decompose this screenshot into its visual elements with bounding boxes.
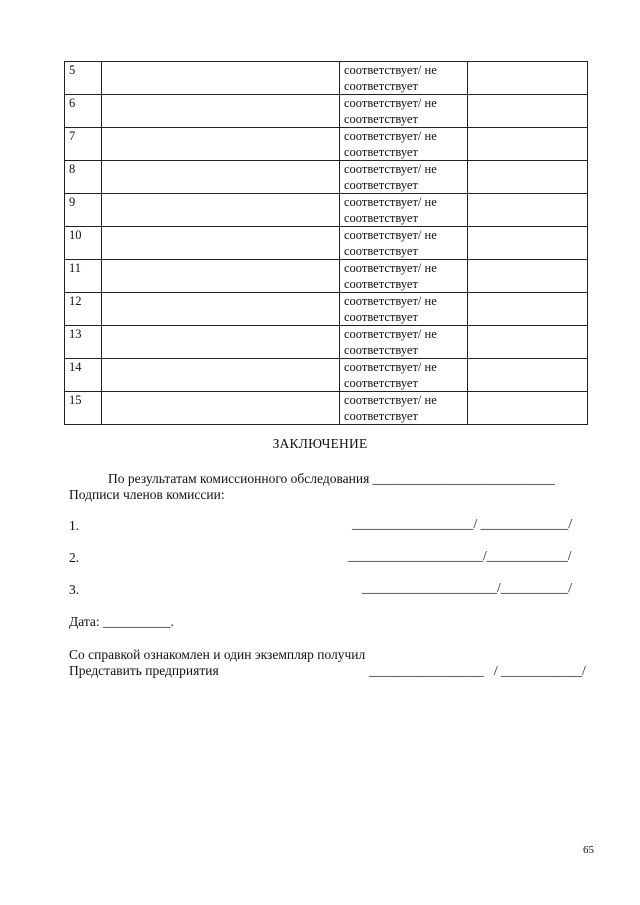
row-number-cell: 15: [65, 392, 102, 425]
row-status-cell: [340, 326, 468, 359]
checklist-table: [64, 61, 588, 425]
row-number-cell: 10: [65, 227, 102, 260]
status-line-1: соответствует/ не: [344, 195, 437, 209]
status-line-2: соответствует: [344, 376, 418, 390]
row-number-cell: 6: [65, 95, 102, 128]
status-line-2: соответствует: [344, 310, 418, 324]
row-note-cell: [468, 62, 588, 95]
date-line: Дата: __________.: [69, 614, 174, 629]
row-status-cell: [340, 359, 468, 392]
row-name-cell: [102, 128, 340, 161]
table-row: [65, 293, 588, 326]
representative-label: Представить предприятия: [69, 663, 219, 678]
status-line-2: соответствует: [344, 343, 418, 357]
status-line-1: соответствует/ не: [344, 393, 437, 407]
signature-2-blank: ____________________/____________/: [348, 548, 572, 563]
row-status-cell: [340, 95, 468, 128]
row-name-cell: [102, 62, 340, 95]
row-name-cell: [102, 95, 340, 128]
status-line-1: соответствует/ не: [344, 96, 437, 110]
table-row: [65, 392, 588, 425]
row-note-cell: [468, 194, 588, 227]
row-number-cell: 9: [65, 194, 102, 227]
row-name-cell: [102, 326, 340, 359]
row-number-cell: 13: [65, 326, 102, 359]
row-note-cell: [468, 359, 588, 392]
row-name-cell: [102, 194, 340, 227]
checklist-body: [65, 62, 588, 425]
row-note-cell: [468, 260, 588, 293]
row-name-cell: [102, 260, 340, 293]
conclusion-title: ЗАКЛЮЧЕНИЕ: [272, 436, 368, 451]
table-row: [65, 227, 588, 260]
row-status-cell: [340, 392, 468, 425]
row-status-cell: [340, 161, 468, 194]
table-row: [65, 161, 588, 194]
table-row: [65, 260, 588, 293]
signature-3-blank: ____________________/__________/: [362, 580, 573, 595]
table-row: [65, 194, 588, 227]
row-note-cell: [468, 326, 588, 359]
row-status-cell: [340, 128, 468, 161]
row-status-cell: [340, 62, 468, 95]
row-name-cell: [102, 359, 340, 392]
status-line-2: соответствует: [344, 277, 418, 291]
table-row: [65, 95, 588, 128]
page-number: 65: [583, 844, 594, 856]
result-text: По результатам комиссионного обследования ___________________________: [108, 471, 555, 486]
row-note-cell: [468, 161, 588, 194]
signature-1-blank: __________________/ _____________/: [352, 516, 573, 531]
status-line-1: соответствует/ не: [344, 327, 437, 341]
status-line-1: соответствует/ не: [344, 261, 437, 275]
status-line-2: соответствует: [344, 211, 418, 225]
status-line-2: соответствует: [344, 79, 418, 93]
row-name-cell: [102, 227, 340, 260]
status-line-1: соответствует/ не: [344, 63, 437, 77]
row-note-cell: [468, 227, 588, 260]
row-name-cell: [102, 161, 340, 194]
status-line-1: соответствует/ не: [344, 162, 437, 176]
representative-signature-blank: _________________ / ____________/: [369, 663, 586, 678]
signature-3-index: 3.: [69, 582, 80, 597]
row-status-cell: [340, 293, 468, 326]
table-row: [65, 326, 588, 359]
table-row: [65, 62, 588, 95]
signature-1-index: 1.: [69, 518, 80, 533]
row-note-cell: [468, 392, 588, 425]
table-row: [65, 359, 588, 392]
row-number-cell: 14: [65, 359, 102, 392]
row-number-cell: 11: [65, 260, 102, 293]
row-status-cell: [340, 194, 468, 227]
row-number-cell: 5: [65, 62, 102, 95]
status-line-2: соответствует: [344, 145, 418, 159]
row-number-cell: 7: [65, 128, 102, 161]
row-status-cell: [340, 260, 468, 293]
status-line-1: соответствует/ не: [344, 360, 437, 374]
status-line-1: соответствует/ не: [344, 294, 437, 308]
status-line-2: соответствует: [344, 112, 418, 126]
status-line-2: соответствует: [344, 409, 418, 423]
row-name-cell: [102, 293, 340, 326]
status-line-1: соответствует/ не: [344, 129, 437, 143]
signature-2-index: 2.: [69, 550, 80, 565]
row-note-cell: [468, 95, 588, 128]
acknowledgement-line: Со справкой ознакомлен и один экземпляр получил: [69, 647, 366, 662]
signatures-label: Подписи членов комиссии:: [69, 487, 225, 502]
status-line-1: соответствует/ не: [344, 228, 437, 242]
row-number-cell: 12: [65, 293, 102, 326]
row-number-cell: 8: [65, 161, 102, 194]
status-line-2: соответствует: [344, 178, 418, 192]
row-note-cell: [468, 293, 588, 326]
table-row: [65, 128, 588, 161]
row-note-cell: [468, 128, 588, 161]
row-status-cell: [340, 227, 468, 260]
status-line-2: соответствует: [344, 244, 418, 258]
row-name-cell: [102, 392, 340, 425]
